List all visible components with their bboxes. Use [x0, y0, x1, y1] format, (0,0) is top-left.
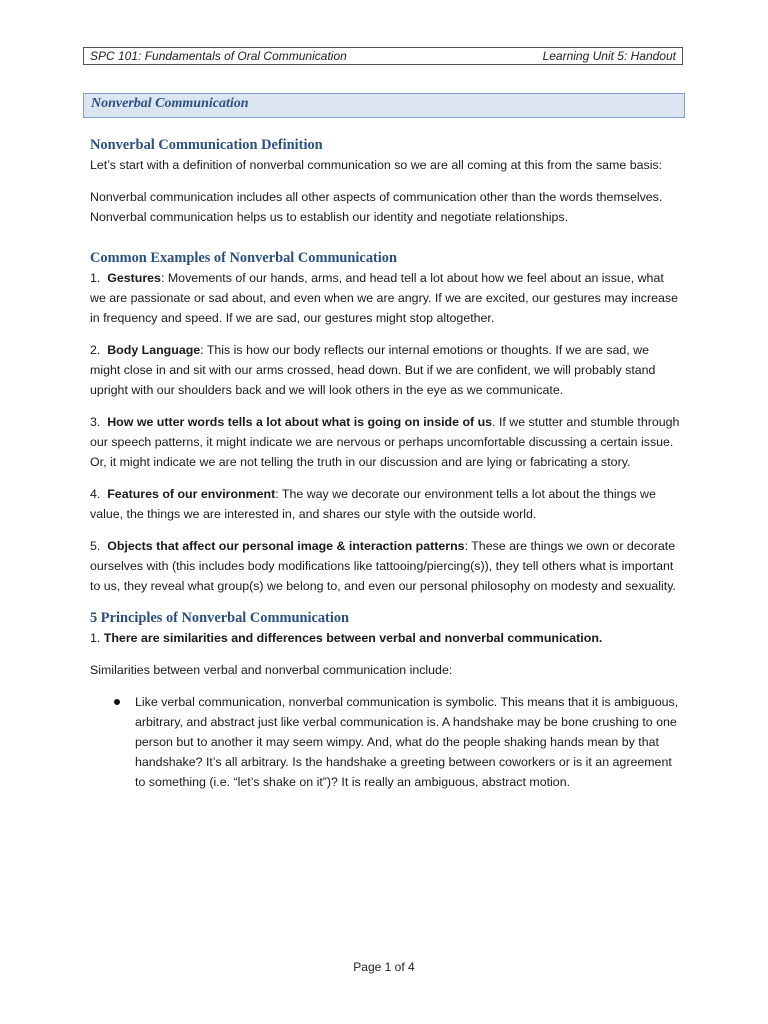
- unit-label: Learning Unit 5: Handout: [542, 49, 676, 63]
- definition-heading: Nonverbal Communication Definition: [90, 137, 323, 153]
- page-header: [83, 47, 683, 65]
- example-item: 1. Gestures: Movements of our hands, arms, and head tell a lot about how we feel about an issue, what we are passionate or sad about, and even when we are angry. If we are excited, our gestures may increase in frequency and speed. If we are sad, our gestures might stop altogether.: [90, 271, 678, 325]
- examples-heading: Common Examples of Nonverbal Communication: [90, 250, 398, 266]
- course-title: SPC 101: Fundamentals of Oral Communication: [90, 49, 347, 63]
- bullet-icon: [114, 699, 120, 705]
- example-item: 5. Objects that affect our personal image & interaction patterns: These are things we own or decorate ourselves with (this includes body modifications like tattooing/piercing(s)), they tell others what is important to us, they reveal what group(s) we belong to, and even our personal philosophy on modesty and sexuality.: [90, 539, 676, 593]
- similarities-list: [90, 692, 682, 792]
- example-item: 2. Body Language: This is how our body reflects our internal emotions or thoughts. If we are sad, we might close in and sit with our arms crossed, head down. But if we are confident, we will probably stand upright with our shoulders back and we will look others in the eye as we communicate.: [90, 343, 656, 397]
- example-item: 3. How we utter words tells a lot about what is going on inside of us. If we stutter and stumble through our speech patterns, it might indicate we are nervous or perhaps uncomfortable discussing a certain issue. Or, it might indicate we are not telling the truth in our discussion and are lying or fabricating a story.: [90, 415, 680, 469]
- section-title: Nonverbal Communication: [83, 93, 685, 118]
- principle-1: 1. There are similarities and differences between verbal and nonverbal communication.: [90, 631, 603, 645]
- list-item: Like verbal communication, nonverbal communication is symbolic. This means that it is ambiguous, arbitrary, and abstract just like verbal communication is. A handshake may be bone crushing to one person but to another it may seem wimpy. And, what do the people shaking hands mean by that handshake? It’s all arbitrary. Is the handshake a greeting between coworkers or is it an agreement to something (i.e. “let’s shake on it”)? It is really an ambiguous, abstract motion.: [90, 692, 682, 792]
- definition-intro: Let’s start with a definition of nonverbal communication so we are all coming at this from the same basis:: [90, 158, 663, 172]
- example-item: 4. Features of our environment: The way we decorate our environment tells a lot about the things we value, the things we are interested in, and shares our style with the outside world.: [90, 487, 656, 521]
- definition-text: Nonverbal communication includes all other aspects of communication other than the words themselves. Nonverbal communication helps us to establish our identity and negotiate relationships.: [90, 190, 663, 224]
- document-body: [90, 135, 682, 792]
- page-number: Page 1 of 4: [353, 960, 415, 974]
- similarities-intro: Similarities between verbal and nonverbal communication include:: [90, 663, 453, 677]
- principles-heading: 5 Principles of Nonverbal Communication: [90, 610, 350, 626]
